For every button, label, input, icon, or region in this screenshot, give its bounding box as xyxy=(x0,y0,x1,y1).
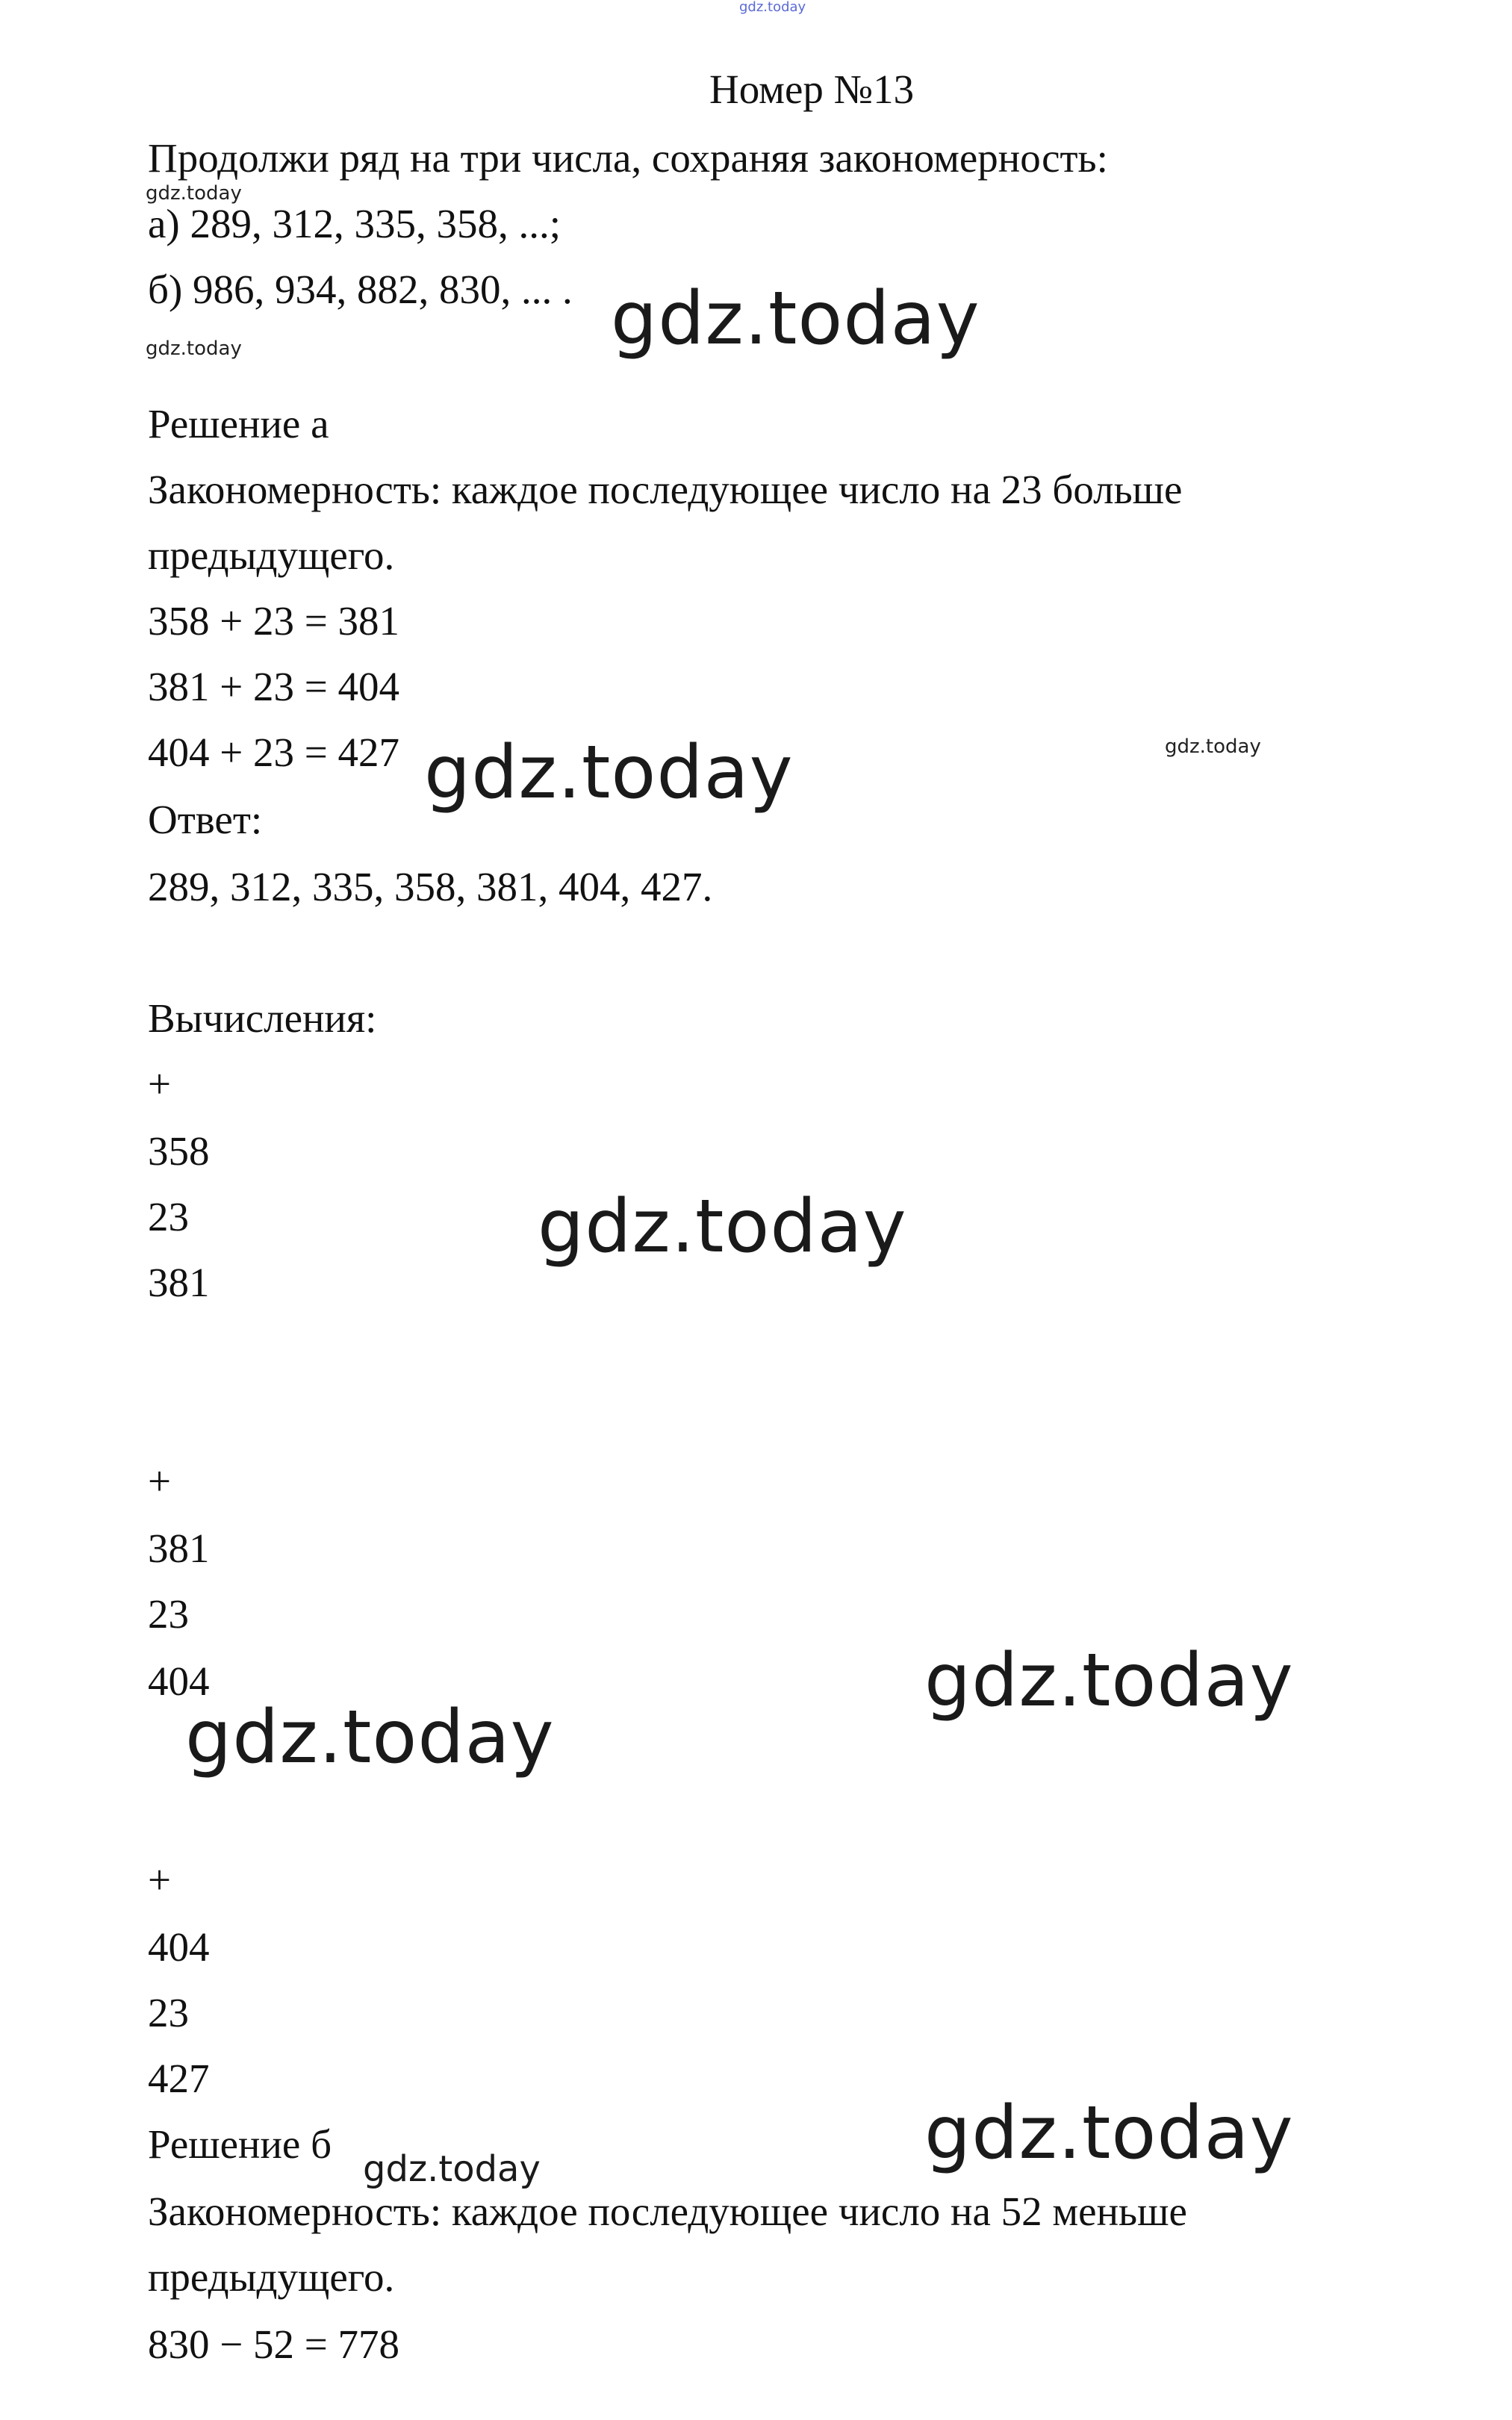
calc-addend: 23 xyxy=(148,1591,189,1637)
solution-a-answer-label: Ответ: xyxy=(148,797,263,842)
watermark-large: gdz.today xyxy=(185,1695,555,1780)
watermark-small: gdz.today xyxy=(1165,735,1261,758)
calc-addend: 23 xyxy=(148,1990,189,2035)
solution-b-step: 830 − 52 = 778 xyxy=(148,2321,400,2367)
solution-a-heading: Решение а xyxy=(148,401,329,447)
calc-operator: + xyxy=(148,1458,172,1504)
solution-b-heading: Решение б xyxy=(148,2121,332,2167)
watermark-top: gdz.today xyxy=(739,0,806,15)
watermark-large: gdz.today xyxy=(611,276,980,361)
watermark-large: gdz.today xyxy=(538,1184,907,1269)
watermark-medium: gdz.today xyxy=(363,2148,541,2190)
calc-addend: 23 xyxy=(148,1194,189,1239)
calc-operator: + xyxy=(148,1857,172,1903)
calc-addend: 381 xyxy=(148,1525,210,1571)
solution-a-step: 358 + 23 = 381 xyxy=(148,598,400,644)
calc-operator: + xyxy=(148,1061,172,1107)
solution-a-step: 404 + 23 = 427 xyxy=(148,730,400,775)
watermark-small: gdz.today xyxy=(146,338,242,360)
task-statement: Продолжи ряд на три числа, сохраняя закономерность: xyxy=(148,135,1108,181)
solution-a-step: 381 + 23 = 404 xyxy=(148,664,400,709)
watermark-small: gdz.today xyxy=(146,182,242,205)
watermark-large: gdz.today xyxy=(924,2091,1294,2176)
solution-a-rule-line1: Закономерность: каждое последующее число на 23 больше xyxy=(148,467,1183,512)
calc-addend: 358 xyxy=(148,1128,210,1174)
task-part-b: б) 986, 934, 882, 830, ... . xyxy=(148,267,573,312)
calc-result: 381 xyxy=(148,1260,210,1305)
calculations-heading: Вычисления: xyxy=(148,995,377,1041)
task-title: Номер №13 xyxy=(709,66,915,112)
watermark-large: gdz.today xyxy=(924,1638,1294,1723)
solution-b-rule-line2: предыдущего. xyxy=(148,2254,395,2300)
watermark-large: gdz.today xyxy=(424,730,794,815)
solution-a-rule-line2: предыдущего. xyxy=(148,532,395,578)
calc-addend: 404 xyxy=(148,1924,210,1970)
solution-b-rule-line1: Закономерность: каждое последующее число на 52 меньше xyxy=(148,2189,1187,2234)
calc-result: 427 xyxy=(148,2056,210,2101)
task-part-a: а) 289, 312, 335, 358, ...; xyxy=(148,201,561,246)
calc-result: 404 xyxy=(148,1658,210,1704)
solution-a-answer: 289, 312, 335, 358, 381, 404, 427. xyxy=(148,864,713,909)
